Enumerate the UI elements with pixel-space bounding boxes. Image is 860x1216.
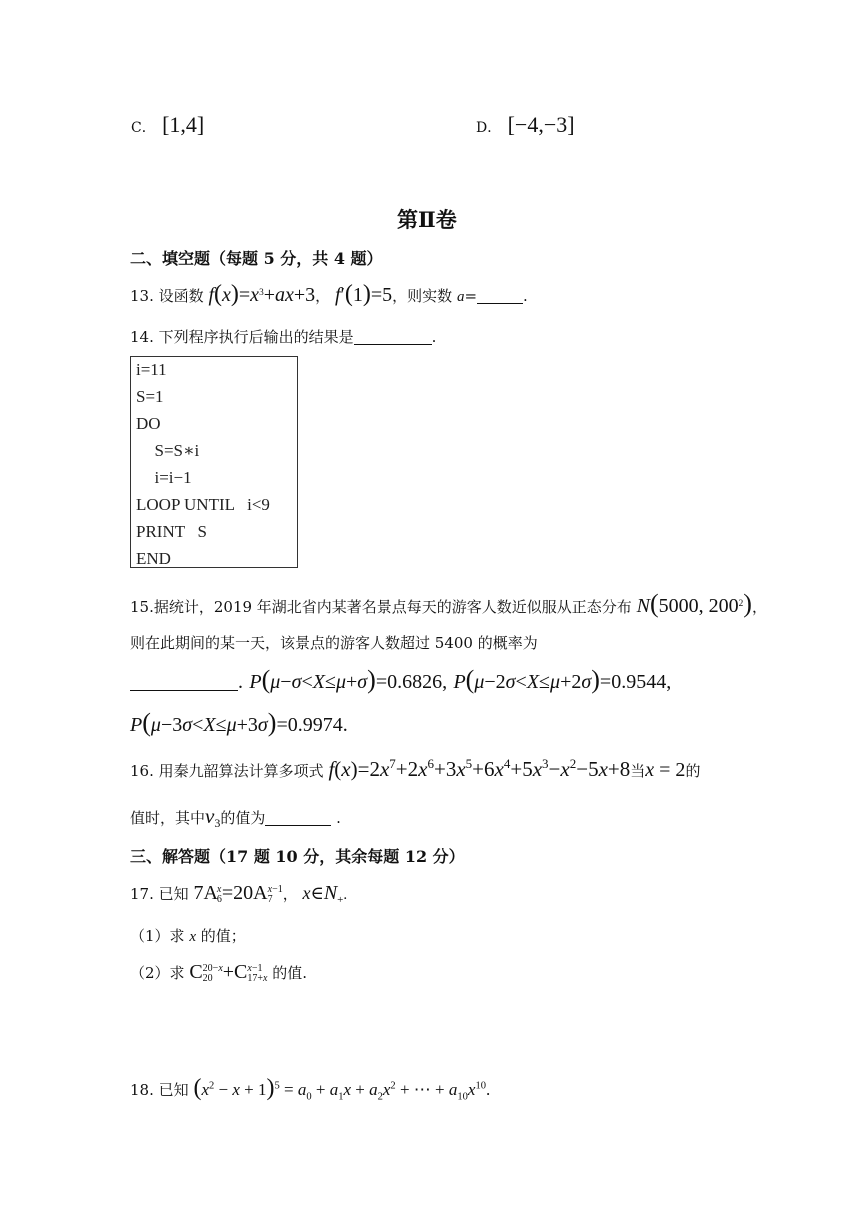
- sub-question-label: （2）求: [130, 964, 185, 982]
- question-18: [130, 1075, 490, 1102]
- question-number: 17.: [130, 885, 154, 903]
- question-17-part-1: [130, 925, 246, 946]
- question-text: 下列程序执行后输出的结果是: [158, 328, 354, 346]
- answer-blank: [130, 670, 238, 691]
- question-number: 16.: [130, 762, 154, 780]
- answer-blank: [354, 329, 432, 345]
- code-line: i=11: [136, 360, 167, 379]
- question-text: 已知: [158, 885, 189, 903]
- question-17: 17. 已知 7A x 6 =20A x−1 7 ， $x\in N_+$.: [130, 882, 348, 906]
- code-line: END: [136, 549, 171, 568]
- code-line: S=S∗i: [146, 441, 200, 460]
- question-15-line-3: . P(μ−σ<X≤μ+σ)=0.6826, P(μ−2σ<X≤μ+2σ)=0.9544,: [130, 665, 671, 695]
- math-formula: f: [208, 284, 214, 306]
- math-expansion: $(x^2 - x + 1)^5 = a_0 + a_1x + a_2x^2$ + ⋯ + $a_{10}x^{10}$.: [193, 1075, 491, 1103]
- question-text-3: 的: [685, 762, 701, 780]
- question-number: 13.: [130, 287, 154, 305]
- question-17-part-2: （2）求 C 20−x 20 +C x−1 17+x 的值.: [130, 961, 308, 984]
- section-heading-solutions: 三、解答题（17 题 10 分，其余每题 12 分）: [130, 847, 465, 866]
- question-text: 已知: [158, 1081, 189, 1099]
- code-line: DO: [136, 414, 161, 433]
- end-period: .: [336, 809, 341, 827]
- question-number: 14.: [130, 328, 154, 346]
- question-text-4: 值时，其中: [130, 809, 206, 827]
- question-16-line-2: 值时，其中$v_3$的值为 .: [130, 804, 341, 830]
- option-c-value: [1,4]: [162, 112, 205, 137]
- math-polynomial: $f(x)=2x^7+2x^6+3x^5+6x^4+5x^3-x^2-5x+8$: [328, 756, 631, 781]
- question-number: 18.: [130, 1081, 154, 1099]
- question-text: 设函数: [158, 287, 204, 305]
- question-text-2: 当: [630, 762, 646, 780]
- question-text: 据统计，2019 年湖北省内某著名景点每天的游客人数近似服从正态分布: [153, 598, 632, 616]
- code-line: S=1: [136, 387, 164, 406]
- question-16-line-1: 16. 用秦九韶算法计算多项式 $f(x)=2x^7+2x^6+3x^5+6x^4+5x^3-x^2-5x+8$当x = 2的: [130, 756, 701, 781]
- answer-blank: [265, 810, 331, 826]
- code-line: PRINT S: [136, 522, 208, 541]
- math-normal-dist: N: [636, 595, 650, 617]
- program-code-box: [130, 356, 298, 568]
- option-d-label: D．: [476, 120, 502, 136]
- prob-2: 0.9544: [611, 671, 667, 693]
- prob-1: 0.6826: [387, 671, 443, 693]
- option-c: [131, 112, 204, 138]
- question-text-2: ，则实数: [392, 287, 453, 305]
- question-text-5: 的值为: [220, 809, 266, 827]
- question-15-line-1: 15.据统计，2019 年湖北省内某著名景点每天的游客人数近似服从正态分布 N(5000, $200^2$)，: [130, 589, 767, 618]
- code-line: LOOP UNTIL i<9: [136, 495, 270, 514]
- question-13: 13. 设函数 $f(x)=x^3+ax+3$， f′(1)=5，则实数 a= .: [130, 281, 528, 307]
- option-c-label: C．: [131, 120, 156, 136]
- question-14: [130, 326, 436, 347]
- option-d: [476, 112, 575, 138]
- question-text: 用秦九韶算法计算多项式: [158, 762, 324, 780]
- sub-question-text: 的值；: [200, 927, 246, 945]
- end-period: .: [523, 287, 528, 305]
- section-heading-fill-in: 二、填空题（每题 5 分，共 4 题）: [130, 249, 383, 268]
- answer-blank: [477, 288, 523, 304]
- var-a: a: [456, 289, 465, 305]
- question-15-line-2: 则在此期间的某一天，该景点的游客人数超过 5400 的概率为: [130, 634, 538, 652]
- prob-3: 0.9974: [287, 714, 343, 736]
- end-period: .: [431, 328, 437, 346]
- question-15-line-4: P(μ−3σ<X≤μ+3σ)=0.9974.: [130, 708, 348, 737]
- sub-question-label: （1）求: [130, 927, 185, 945]
- option-d-value: [−4,−3]: [507, 112, 575, 137]
- question-number: 15.: [130, 598, 154, 616]
- sub-question-text: 的值.: [272, 964, 308, 982]
- volume-title: 第Ⅱ卷: [397, 207, 457, 232]
- code-line: i=i−1: [146, 468, 192, 487]
- eq-sign: =: [464, 287, 478, 305]
- var-x: x: [189, 929, 196, 945]
